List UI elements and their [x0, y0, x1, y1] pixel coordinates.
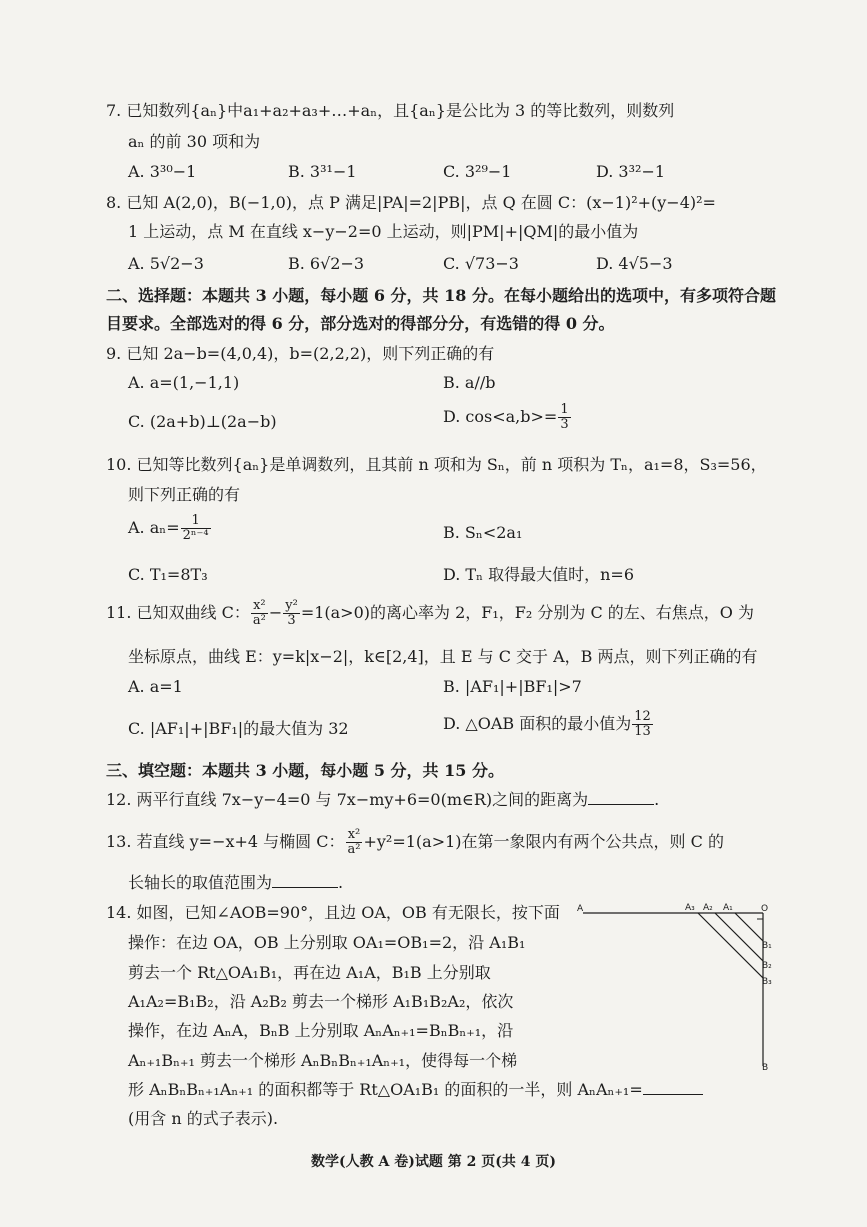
- q9-option-c: C. (2a+b)⊥(2a−b): [128, 412, 277, 431]
- q10-option-a: A. aₙ= $\frac{1}{\text{2ⁿ⁻⁴}}$: [128, 513, 209, 543]
- label-a2: A₂: [703, 903, 713, 913]
- label-b: B: [762, 1063, 769, 1073]
- q8-option-d: D. 4√5−3: [596, 254, 673, 273]
- q9-option-b: B. a//b: [443, 373, 496, 392]
- q9-option-d-fraction: $\frac{1}{3}$: [560, 402, 569, 432]
- q11-stem-line1: 11. 已知双曲线 C： $\frac{\text{x²}}{\text{a²}}$ − $\frac{\text{y²}}{3}$ =1(a>0)的离心率为 2，F₁，F₂ 分别为 C 的左、右焦点，O 为: [106, 598, 755, 628]
- q9-option-a: A. a=(1,−1,1): [128, 373, 240, 392]
- q9-stem: 9. 已知 2a−b=(4,0,4)，b=(2,2,2)，则下列正确的有: [106, 344, 495, 363]
- section3-header: 三、填空题：本题共 3 小题，每小题 5 分，共 15 分。: [106, 761, 504, 780]
- q14-line8: (用含 n 的式子表示).: [128, 1109, 279, 1128]
- q14-line7: 形 AₙBₙBₙ₊₁Aₙ₊₁ 的面积都等于 Rt△OA₁B₁ 的面积的一半，则 AₙAₙ₊₁=: [128, 1079, 703, 1101]
- q14-figure: [575, 898, 785, 1078]
- q12-answer-blank[interactable]: [588, 790, 654, 805]
- label-a3: A₃: [685, 903, 695, 913]
- section2-header-line2: 目要求。全部选对的得 6 分，部分选对的得部分分，有选错的得 0 分。: [106, 314, 615, 333]
- q10-option-d: D. Tₙ 取得最大值时，n=6: [443, 565, 635, 584]
- q11-option-c: C. |AF₁|+|BF₁|的最大值为 32: [128, 719, 349, 738]
- q10-option-c: C. T₁=8T₃: [128, 565, 208, 584]
- q13-stem-line2: 长轴长的取值范围为 .: [128, 873, 344, 892]
- label-b2: B₂: [762, 961, 772, 971]
- label-a: A: [577, 904, 584, 914]
- q8-stem-line2: 1 上运动，点 M 在直线 x−y−2=0 上运动，则|PM|+|QM|的最小值为: [128, 222, 639, 241]
- q10-option-b: B. Sₙ<2a₁: [443, 523, 523, 542]
- q13-stem-line1: 13. 若直线 y=−x+4 与椭圆 C： $\frac{\text{x²}}{\text{a²}}$ +y²=1(a>1)在第一象限内有两个公共点，则 C 的: [106, 827, 724, 857]
- q7-option-a: A. 3³⁰−1: [128, 162, 197, 181]
- section2-header-line1: 二、选择题：本题共 3 小题，每小题 6 分，共 18 分。在每小题给出的选项中，有多项符合题: [106, 286, 776, 305]
- label-b1: B₁: [762, 941, 772, 951]
- q14-line4: A₁A₂=B₁B₂，沿 A₂B₂ 剪去一个梯形 A₁B₁B₂A₂，依次: [128, 992, 514, 1011]
- q7-stem-line2: aₙ 的前 30 项和为: [128, 132, 261, 151]
- q11-option-a: A. a=1: [128, 677, 183, 696]
- page-footer: 数学(人教 A 卷)试题 第 2 页(共 4 页): [311, 1154, 556, 1170]
- q11-fraction-y: $\frac{\text{y²}}{3}$: [285, 598, 298, 628]
- q10-stem-line1: 10. 已知等比数列{aₙ}是单调数列，且其前 n 项和为 Sₙ，前 n 项积为 Tₙ，a₁=8，S₃=56，: [106, 455, 767, 474]
- label-a1: A₁: [723, 903, 733, 913]
- q8-option-b: B. 6√2−3: [288, 254, 365, 273]
- q14-line5: 操作，在边 AₙA，BₙB 上分别取 AₙAₙ₊₁=BₙBₙ₊₁，沿: [128, 1021, 514, 1040]
- q7-option-c: C. 3²⁹−1: [443, 162, 512, 181]
- q13-answer-blank[interactable]: [272, 873, 338, 888]
- q10-option-a-fraction: $\frac{1}{\text{2ⁿ⁻⁴}}$: [182, 513, 209, 543]
- q11-fraction-x: $\frac{\text{x²}}{\text{a²}}$: [252, 598, 266, 628]
- q14-answer-blank[interactable]: [643, 1080, 703, 1095]
- label-b3: B₃: [762, 977, 772, 987]
- q8-option-a: A. 5√2−3: [128, 254, 204, 273]
- label-o: O: [761, 904, 769, 914]
- q11-stem-line2: 坐标原点，曲线 E：y=k|x−2|，k∈[2,4]，且 E 与 C 交于 A，B 两点，则下列正确的有: [128, 647, 758, 666]
- q8-stem-line1: 8. 已知 A(2,0)，B(−1,0)，点 P 满足|PA|=2|PB|，点 Q 在圆 C：(x−1)²+(y−4)²=: [106, 193, 716, 212]
- q7-option-d: D. 3³²−1: [596, 162, 666, 181]
- q11-option-d: D. △OAB 面积的最小值为 $\frac{12}{13}$: [443, 709, 651, 739]
- q14-line3: 剪去一个 Rt△OA₁B₁，再在边 A₁A，B₁B 上分别取: [128, 963, 491, 982]
- q11-option-b: B. |AF₁|+|BF₁|>7: [443, 677, 582, 696]
- q12-stem: 12. 两平行直线 7x−y−4=0 与 7x−my+6=0(m∈R)之间的距离为 .: [106, 790, 660, 809]
- q9-option-d: D. cos<a,b>= $\frac{1}{3}$: [443, 402, 569, 432]
- q10-stem-line2: 则下列正确的有: [128, 485, 241, 504]
- q14-line1: 14. 如图，已知∠AOB=90°，且边 OA，OB 有无限长，按下面: [106, 903, 560, 922]
- q14-line6: Aₙ₊₁Bₙ₊₁ 剪去一个梯形 AₙBₙBₙ₊₁Aₙ₊₁，使得每一个梯: [128, 1051, 518, 1070]
- q11-option-d-fraction: $\frac{12}{13}$: [634, 709, 651, 739]
- q7-stem-line1: 7. 已知数列{aₙ}中a₁+a₂+a₃+…+aₙ，且{aₙ}是公比为 3 的等比数列，则数列: [106, 101, 675, 120]
- q13-fraction: $\frac{\text{x²}}{\text{a²}}$: [347, 827, 361, 857]
- cut-a3b3: [698, 913, 763, 978]
- q7-option-b: B. 3³¹−1: [288, 162, 357, 181]
- q8-option-c: C. √73−3: [443, 254, 519, 273]
- q14-line2: 操作：在边 OA，OB 上分别取 OA₁=OB₁=2，沿 A₁B₁: [128, 933, 526, 952]
